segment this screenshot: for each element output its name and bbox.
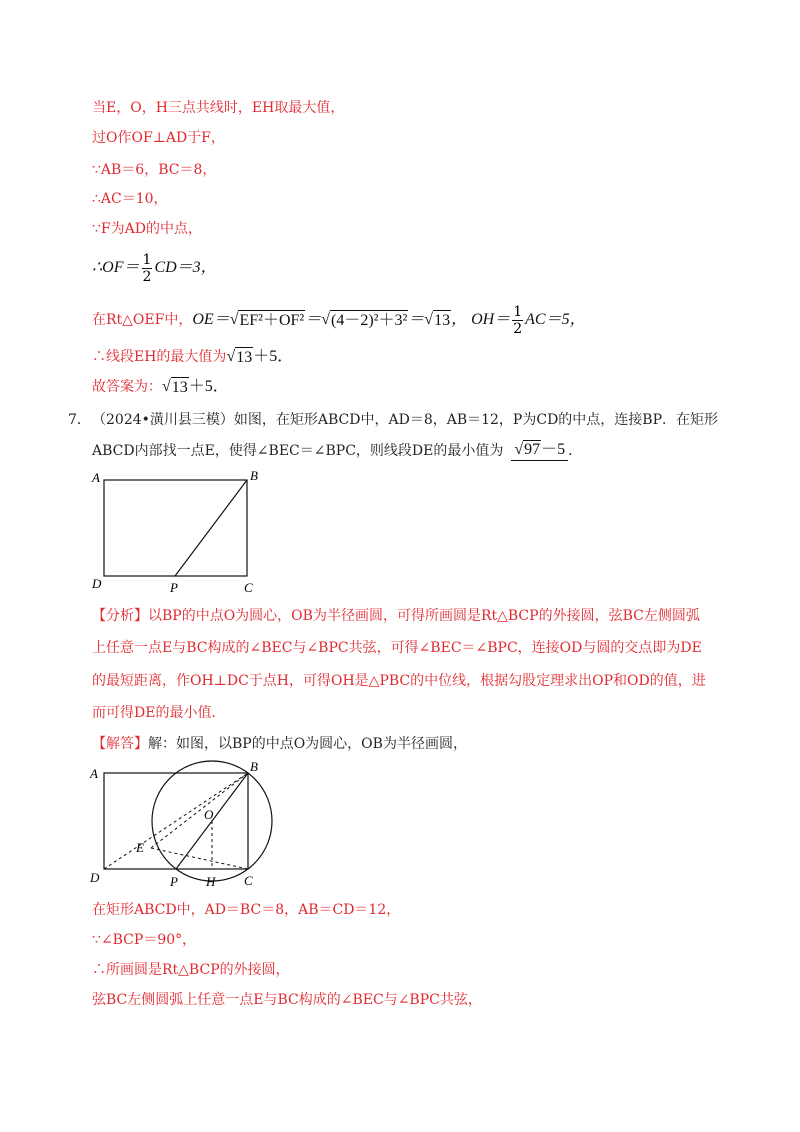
plus-five: ＋5． (253, 348, 294, 365)
label-p: P (170, 580, 178, 595)
text-line-2: 过O作OF⊥AD于F， (92, 130, 225, 146)
fraction-denominator: 2 (142, 268, 152, 285)
analysis-line-2: 上任意一点E与BC构成的∠BEC与∠BPC共弦，可得∠BEC＝∠BPC，连接OD与圆的交点即为DE (92, 640, 702, 656)
answer-five: 5 (557, 441, 566, 458)
solution-text: 解：如图，以BP的中点O为圆心，OB为半径画圆， (148, 736, 467, 752)
label-d-2: D (90, 870, 100, 885)
radicand-3: 13 (434, 311, 451, 329)
sqrt-icon: √ (514, 441, 524, 458)
text-line-1: 当E，O，H三点共线时，EH取最大值， (92, 100, 345, 116)
sqrt-icon: √ (162, 378, 171, 395)
text-line-8 (92, 346, 293, 368)
tail-line-4: 弦BC左侧圆弧上任意一点E与BC构成的∠BEC与∠BPC共弦， (92, 992, 482, 1008)
segment-bp (175, 480, 247, 576)
question-number: 7． (68, 412, 91, 428)
answer-blank (511, 440, 568, 461)
fraction-half-2 (512, 304, 523, 337)
ac-expression: AC＝5， (525, 311, 586, 328)
answer-radicand: 97 (524, 441, 541, 458)
label-b: B (250, 468, 258, 483)
answer-minus: － (541, 441, 558, 458)
sqrt-icon: √ (229, 311, 239, 328)
figure-circle-construction (86, 756, 276, 892)
analysis-line-1: 【分析】以BP的中点O为圆心，OB为半径画圆，可得所画圆是Rt△BCP的外接圆，弦BC左侧圆弧 (92, 608, 700, 624)
label-a-2: A (90, 766, 98, 781)
sqrt-icon: √ (321, 311, 331, 328)
label-o: O (204, 807, 214, 822)
plus-five-b: ＋5． (188, 378, 229, 395)
tail-line-1: 在矩形ABCD中，AD＝BC＝8，AB＝CD＝12， (92, 902, 401, 918)
analysis-line-4: 而可得DE的最小值． (92, 705, 226, 721)
figure-rectangle-bp (88, 466, 268, 598)
solution-tag: 【解答】 (92, 736, 148, 752)
dashed-db (104, 773, 248, 869)
cd-expression: CD＝3， (154, 259, 217, 276)
equals-2: ＝ (408, 311, 425, 328)
text-line-5: ∵F为AD的中点， (92, 221, 202, 237)
text-line-4: ∴AC＝10， (92, 191, 168, 207)
max-value-label: ∴线段EH的最大值为 (92, 349, 227, 365)
tail-line-3: ∴所画圆是Rt△BCP的外接圆， (92, 962, 290, 978)
question-end-period: ． (568, 442, 583, 459)
radicand-2: (4－2)²＋3² (331, 311, 408, 329)
text-line-9 (92, 376, 229, 398)
text-line-3: ∵AB＝6，BC＝8， (92, 162, 217, 178)
rt-triangle-label: 在Rt△OEF中， (92, 312, 193, 328)
radicand-13b: 13 (171, 378, 188, 396)
text-line-6 (92, 250, 217, 286)
comma: ， (451, 311, 468, 328)
label-b-2: B (250, 759, 258, 774)
tail-line-2: ∵∠BCP＝90°， (92, 932, 197, 948)
label-p-2: P (170, 874, 178, 889)
label-e: E (136, 840, 144, 855)
answer-label: 故答案为： (92, 379, 162, 395)
equals-1: ＝ (305, 311, 322, 328)
rectangle-abcd (104, 480, 247, 576)
label-c: C (244, 580, 253, 595)
fraction-numerator: 1 (142, 251, 152, 268)
oh-expression: OH＝ (471, 311, 511, 328)
question-line-2-text: ABCD内部找一点E，使得∠BEC＝∠BPC，则线段DE的最小值为 (92, 442, 504, 459)
fraction-half (142, 252, 153, 285)
solution-line (92, 734, 467, 754)
label-c-2: C (244, 873, 253, 888)
oe-expression: OE＝ (192, 311, 230, 328)
analysis-line-3: 的最短距离，作OH⊥DC于点H，可得OH是△PBC的中位线，根据勾股定理求出OP和OD的值，进 (92, 673, 706, 689)
label-h: H (206, 874, 216, 889)
label-a: A (92, 470, 100, 485)
of-expression: ∴OF＝ (92, 259, 140, 276)
radicand-1: EF²＋OF² (239, 311, 305, 329)
fraction-numerator: 1 (513, 303, 523, 320)
radicand-13: 13 (236, 348, 253, 366)
label-d: D (92, 576, 102, 591)
question-line-1: （2024•潢川县三模）如图，在矩形ABCD中，AD＝8，AB＝12，P为CD的中点，连接BP．在矩形 (92, 412, 718, 428)
fraction-denominator: 2 (513, 320, 523, 337)
sqrt-icon: √ (226, 348, 236, 365)
sqrt-icon: √ (424, 311, 434, 328)
text-line-7 (92, 302, 586, 338)
question-line-2 (92, 440, 582, 461)
